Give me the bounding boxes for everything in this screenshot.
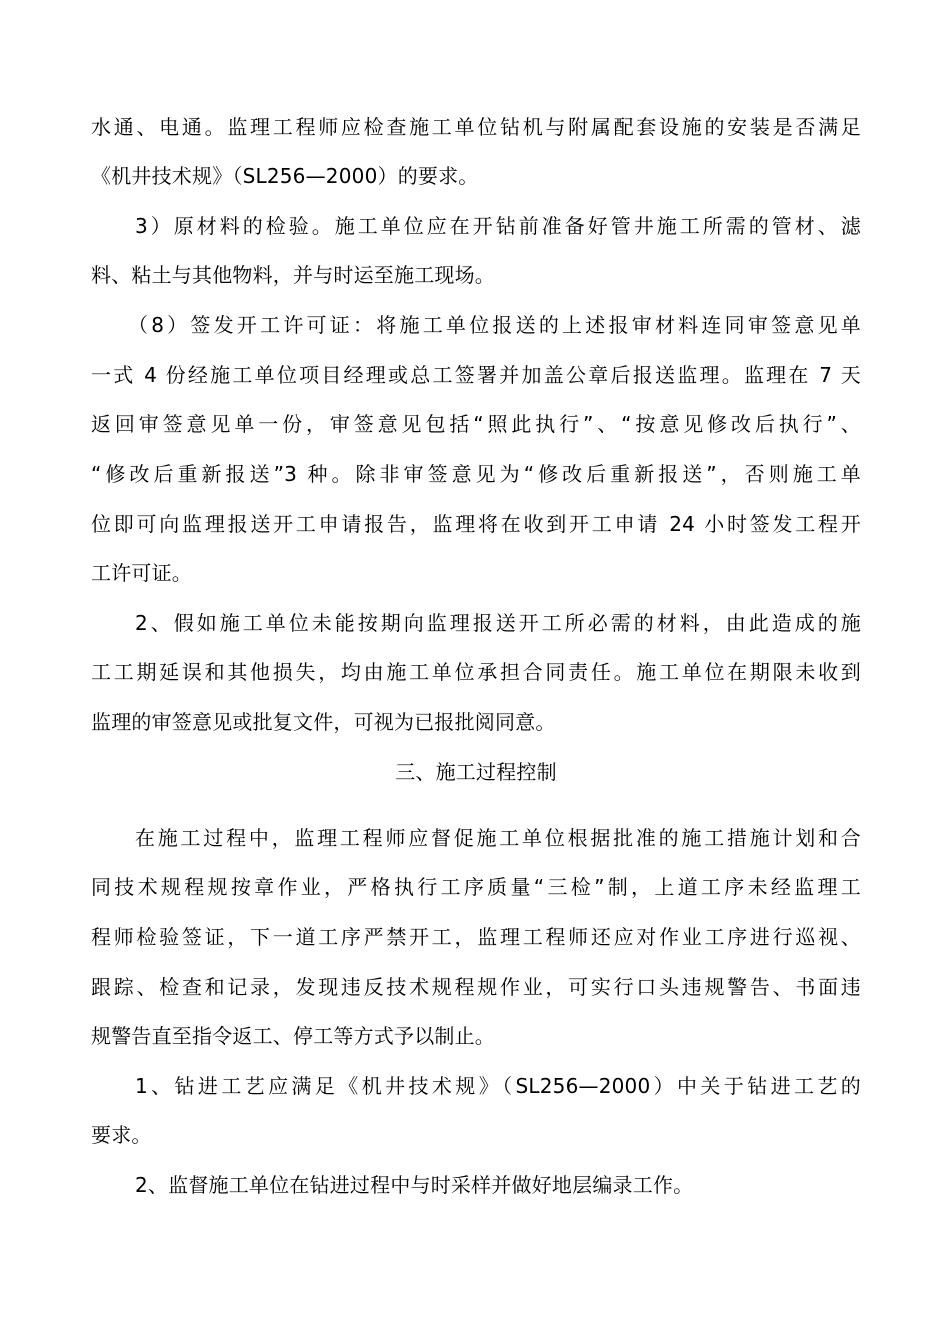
text-line: 位即可向监理报送开工申请报告，监理将在收到开工申请 24 小时签发工程开 — [91, 512, 861, 536]
text-line: 2、监督施工单位在钻进过程中与时采样并做好地层编录工作。 — [135, 1173, 694, 1197]
text-line: 料、粘土与其他物料，并与时运至施工现场。 — [91, 263, 495, 287]
text-line: 一式 4 份经施工单位项目经理或总工签署并加盖公章后报送监理。监理在 7 天 — [91, 363, 861, 387]
text-line: 规警告直至指令返工、停工等方式予以制止。 — [91, 1024, 495, 1048]
text-line: 水通、电通。监理工程师应检查施工单位钻机与附属配套设施的安装是否满足 — [91, 115, 861, 139]
text-line: 1、钻进工艺应满足《机井技术规》（SL256—2000）中关于钻进工艺的 — [135, 1074, 861, 1098]
section-heading: 三、施工过程控制 — [395, 760, 557, 784]
text-line: 同技术规程规按章作业，严格执行工序质量“三检”制，上道工序未经监理工 — [91, 875, 861, 899]
text-line: 监理的审签意见或批复文件，可视为已报批阅同意。 — [91, 710, 556, 734]
text-line: 程师检验签证，下一道工序严禁开工，监理工程师还应对作业工序进行巡视、 — [91, 925, 861, 949]
text-line: 在施工过程中，监理工程师应督促施工单位根据批准的施工措施计划和合 — [135, 826, 861, 850]
text-line: 3）原材料的检验。施工单位应在开钻前准备好管井施工所需的管材、滤 — [135, 214, 861, 238]
text-line: 要求。 — [91, 1123, 152, 1147]
text-line: 2、假如施工单位未能按期向监理报送开工所必需的材料，由此造成的施 — [135, 611, 861, 635]
text-line: “修改后重新报送”3 种。除非审签意见为“修改后重新报送”，否则施工单 — [91, 462, 861, 486]
text-line: 工工期延误和其他损失，均由施工单位承担合同责任。施工单位在期限未收到 — [91, 660, 861, 684]
text-line: （8）签发开工许可证：将施工单位报送的上述报审材料连同审签意见单 — [128, 313, 861, 337]
text-line: 跟踪、检查和记录，发现违反技术规程规作业，可实行口头违规警告、书面违 — [91, 975, 861, 999]
text-line: 返回审签意见单一份，审签意见包括“照此执行”、“按意见修改后执行”、 — [91, 412, 861, 436]
text-line: 工许可证。 — [91, 561, 192, 585]
text-line: 《机井技术规》（SL256—2000）的要求。 — [91, 164, 479, 188]
